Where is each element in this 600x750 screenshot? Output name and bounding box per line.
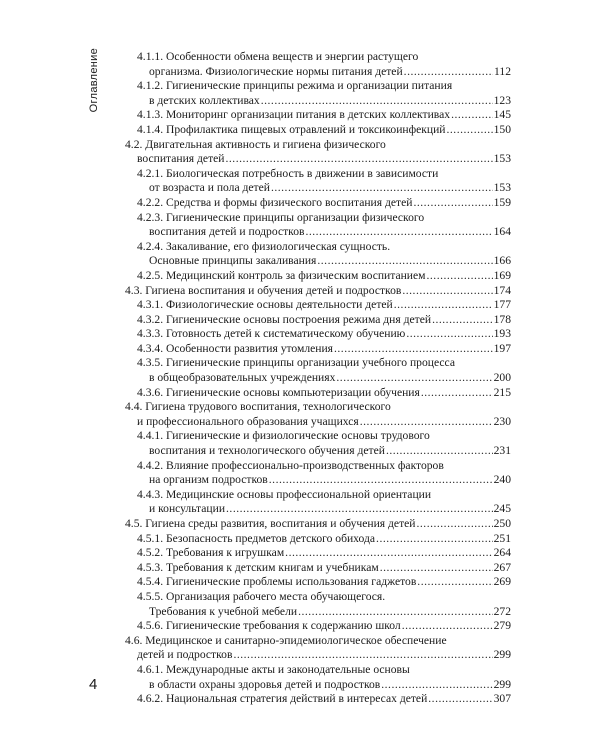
toc-entry-text-line: 4.2.2. Средства и формы физического воспитания детей: [137, 195, 413, 209]
toc-entry: [125, 196, 511, 211]
toc-entry-text-line: на организм подростков: [149, 473, 268, 487]
toc-entry-page-number: 269: [493, 575, 511, 589]
dot-leader: [269, 473, 493, 488]
dot-leader: [261, 94, 493, 109]
dot-leader: [386, 444, 493, 459]
toc-entry-page-number: 279: [493, 619, 511, 633]
toc-entry: [125, 634, 511, 663]
dot-leader: [285, 546, 492, 561]
toc-entry: [125, 327, 511, 342]
toc-entry: [125, 298, 511, 313]
toc-entry: [125, 532, 511, 547]
toc-entry: [125, 429, 511, 458]
toc-entry-text-line: в области охраны здоровья детей и подростков: [149, 677, 381, 691]
toc-entry-page-number: 299: [493, 648, 511, 662]
toc-entry-page-number: 250: [493, 517, 511, 530]
toc-entry-text-line: 4.5.6. Гигиенические требования к содержанию школ: [137, 619, 401, 633]
toc-entry-text-line: 4.6. Медицинское и санитарно-эпидемиологическое обеспечение: [125, 633, 447, 647]
toc-entry-page-number: 145: [493, 108, 511, 122]
toc-entry-page-number: 251: [493, 531, 511, 545]
toc-entry-text-line: воспитания и технологического обучения детей: [149, 444, 385, 458]
dot-leader: [417, 575, 492, 590]
toc-entry: [125, 240, 511, 269]
toc-entry-page-number: 272: [493, 604, 511, 618]
toc-entry-text-line: в детских коллективах: [149, 93, 260, 107]
dot-leader: [402, 284, 492, 299]
toc-entry-page-number: 164: [493, 225, 511, 239]
toc-entry-text-line: 4.1.2. Гигиенические принципы режима и организации питания: [137, 79, 453, 93]
toc-entry-text-line: от возраста и пола детей: [149, 181, 270, 195]
running-header-side-label: Оглавление: [88, 48, 100, 113]
toc-entry-text-line: 4.2.1. Биологическая потребность в движении в зависимости: [137, 166, 439, 180]
toc-entry: [125, 619, 511, 634]
toc-entry-text-line: 4.1.1. Особенности обмена веществ и энергии растущего: [137, 50, 419, 63]
toc-entry-text-line: 4.6.1. Международные акты и законодательные основы: [137, 662, 410, 676]
table-of-contents: [125, 50, 511, 707]
toc-entry-page-number: 150: [493, 122, 511, 136]
toc-entry-text-line: 4.3. Гигиена воспитания и обучения детей и подростков: [125, 283, 402, 297]
toc-entry-text-line: 4.3.3. Готовность детей к систематическому обучению: [137, 327, 406, 341]
toc-entry: [125, 269, 511, 284]
toc-entry: [125, 459, 511, 488]
toc-entry-text-line: 4.1.3. Мониторинг организации питания в детских коллективах: [137, 108, 451, 122]
toc-entry: [125, 50, 511, 79]
toc-entry-page-number: 178: [493, 312, 511, 326]
page-number: 4: [89, 676, 98, 693]
toc-entry-page-number: 112: [494, 64, 511, 78]
toc-entry-page-number: 200: [493, 371, 511, 385]
toc-entry: [125, 517, 511, 532]
toc-entry: [125, 342, 511, 357]
toc-entry-text-line: 4.4.2. Влияние профессионально-производственных факторов: [137, 458, 444, 472]
toc-entry: [125, 488, 511, 517]
dot-leader: [427, 269, 493, 284]
toc-entry-text-line: 4.5.4. Гигиенические проблемы использования гаджетов: [137, 575, 417, 589]
toc-entry-page-number: 153: [493, 152, 511, 166]
toc-entry-text-line: 4.5.5. Организация рабочего места обучающегося.: [137, 589, 386, 603]
toc-entry-page-number: 230: [493, 414, 511, 428]
toc-entry-text-line: воспитания детей: [137, 152, 225, 166]
toc-entry: [125, 356, 511, 385]
dot-leader: [447, 123, 493, 138]
dot-leader: [428, 692, 492, 707]
dot-leader: [402, 619, 493, 634]
toc-entry: [125, 313, 511, 328]
toc-entry-text-line: 4.3.6. Гигиенические основы компьютеризации обучения: [137, 385, 420, 399]
toc-entry-text-line: 4.2.3. Гигиенические принципы организации физического: [137, 210, 425, 224]
toc-entry: [125, 575, 511, 590]
toc-entry-text-line: 4.2.5. Медицинский контроль за физическим воспитанием: [137, 268, 426, 282]
toc-entry-text-line: Основные принципы закаливания: [149, 254, 317, 268]
toc-entry-text-line: в общеобразовательных учреждениях: [149, 371, 336, 385]
toc-entry-page-number: 231: [493, 444, 511, 458]
toc-entry-text-line: 4.5. Гигиена среды развития, воспитания и обучения детей: [125, 517, 416, 530]
toc-entry-text-line: и консультации: [149, 502, 226, 516]
dot-leader: [226, 502, 493, 517]
toc-entry-text-line: и профессионального образования учащихся: [137, 414, 359, 428]
toc-entry-text-line: 4.6.2. Национальная стратегия действий в интересах детей: [137, 692, 428, 706]
dot-leader: [336, 371, 492, 386]
toc-entry-text-line: 4.3.5. Гигиенические принципы организации учебного процесса: [137, 356, 455, 370]
dot-leader: [380, 561, 493, 576]
dot-leader: [298, 605, 493, 620]
toc-entry-page-number: 197: [493, 341, 511, 355]
dot-leader: [271, 181, 493, 196]
toc-entry-text-line: 4.3.1. Физиологические основы деятельности детей: [137, 298, 393, 312]
toc-entry-text-line: 4.4.3. Медицинские основы профессиональной ориентации: [137, 487, 432, 501]
toc-entry: [125, 123, 511, 138]
dot-leader: [413, 196, 492, 211]
toc-entry: [125, 138, 511, 167]
toc-entry: [125, 386, 511, 401]
toc-entry-text-line: 4.3.2. Гигиенические основы построения режима дня детей: [137, 312, 432, 326]
dot-leader: [334, 342, 493, 357]
toc-entry-text-line: 4.2.4. Закаливание, его физиологическая сущность.: [137, 239, 391, 253]
toc-entry-text-line: детей и подростков: [137, 648, 233, 662]
dot-leader: [226, 152, 493, 167]
toc-entry-text-line: 4.4.1. Гигиенические и физиологические основы трудового: [137, 429, 430, 443]
toc-entry: [125, 211, 511, 240]
toc-entry-page-number: 245: [493, 502, 511, 516]
dot-leader: [376, 532, 493, 547]
toc-entry: [125, 546, 511, 561]
toc-entry-text-line: 4.5.2. Требования к игрушкам: [137, 546, 285, 560]
dot-leader: [394, 298, 493, 313]
toc-entry-page-number: 169: [493, 268, 511, 282]
toc-entry-text-line: воспитания детей и подростков: [149, 225, 305, 239]
toc-entry-text-line: 4.5.1. Безопасность предметов детского обихода: [137, 531, 376, 545]
toc-entry-text-line: Требования к учебной мебели: [149, 604, 298, 618]
dot-leader: [432, 313, 493, 328]
toc-entry-page-number: 159: [493, 195, 511, 209]
toc-entry: [125, 663, 511, 692]
toc-entry-page-number: 177: [493, 298, 511, 312]
toc-entry-page-number: 166: [493, 254, 511, 268]
toc-entry-text-line: организма. Физиологические нормы питания детей: [149, 64, 403, 78]
toc-entry-page-number: 299: [493, 677, 511, 691]
dot-leader: [406, 327, 492, 342]
toc-entry-text-line: 4.4. Гигиена трудового воспитания, технологического: [125, 400, 391, 414]
toc-entry: [125, 108, 511, 123]
toc-entry-text-line: 4.5.3. Требования к детским книгам и учебникам: [137, 560, 379, 574]
toc-entry-text-line: 4.2. Двигательная активность и гигиена физического: [125, 137, 386, 151]
toc-entry: [125, 561, 511, 576]
toc-entry-page-number: 267: [493, 560, 511, 574]
dot-leader: [417, 517, 493, 532]
toc-entry-page-number: 307: [493, 692, 511, 706]
toc-entry-page-number: 123: [493, 93, 511, 107]
toc-entry-page-number: 240: [493, 473, 511, 487]
toc-entry: [125, 692, 511, 707]
dot-leader: [360, 415, 493, 430]
toc-entry: [125, 284, 511, 299]
toc-entry-page-number: 264: [493, 546, 511, 560]
toc-entry: [125, 590, 511, 619]
toc-entry-page-number: 215: [493, 385, 511, 399]
dot-leader: [421, 386, 493, 401]
dot-leader: [404, 65, 493, 80]
dot-leader: [381, 678, 492, 693]
toc-entry-page-number: 174: [493, 283, 511, 297]
toc-entry-page-number: 193: [493, 327, 511, 341]
dot-leader: [451, 108, 493, 123]
toc-entry-text-line: 4.1.4. Профилактика пищевых отравлений и токсикоинфекций: [137, 122, 446, 136]
toc-entry: [125, 167, 511, 196]
dot-leader: [305, 225, 492, 240]
toc-entry-text-line: 4.3.4. Особенности развития утомления: [137, 341, 334, 355]
toc-entry: [125, 79, 511, 108]
dot-leader: [317, 254, 492, 269]
toc-entry-page-number: 153: [493, 181, 511, 195]
toc-entry: [125, 400, 511, 429]
dot-leader: [233, 648, 492, 663]
